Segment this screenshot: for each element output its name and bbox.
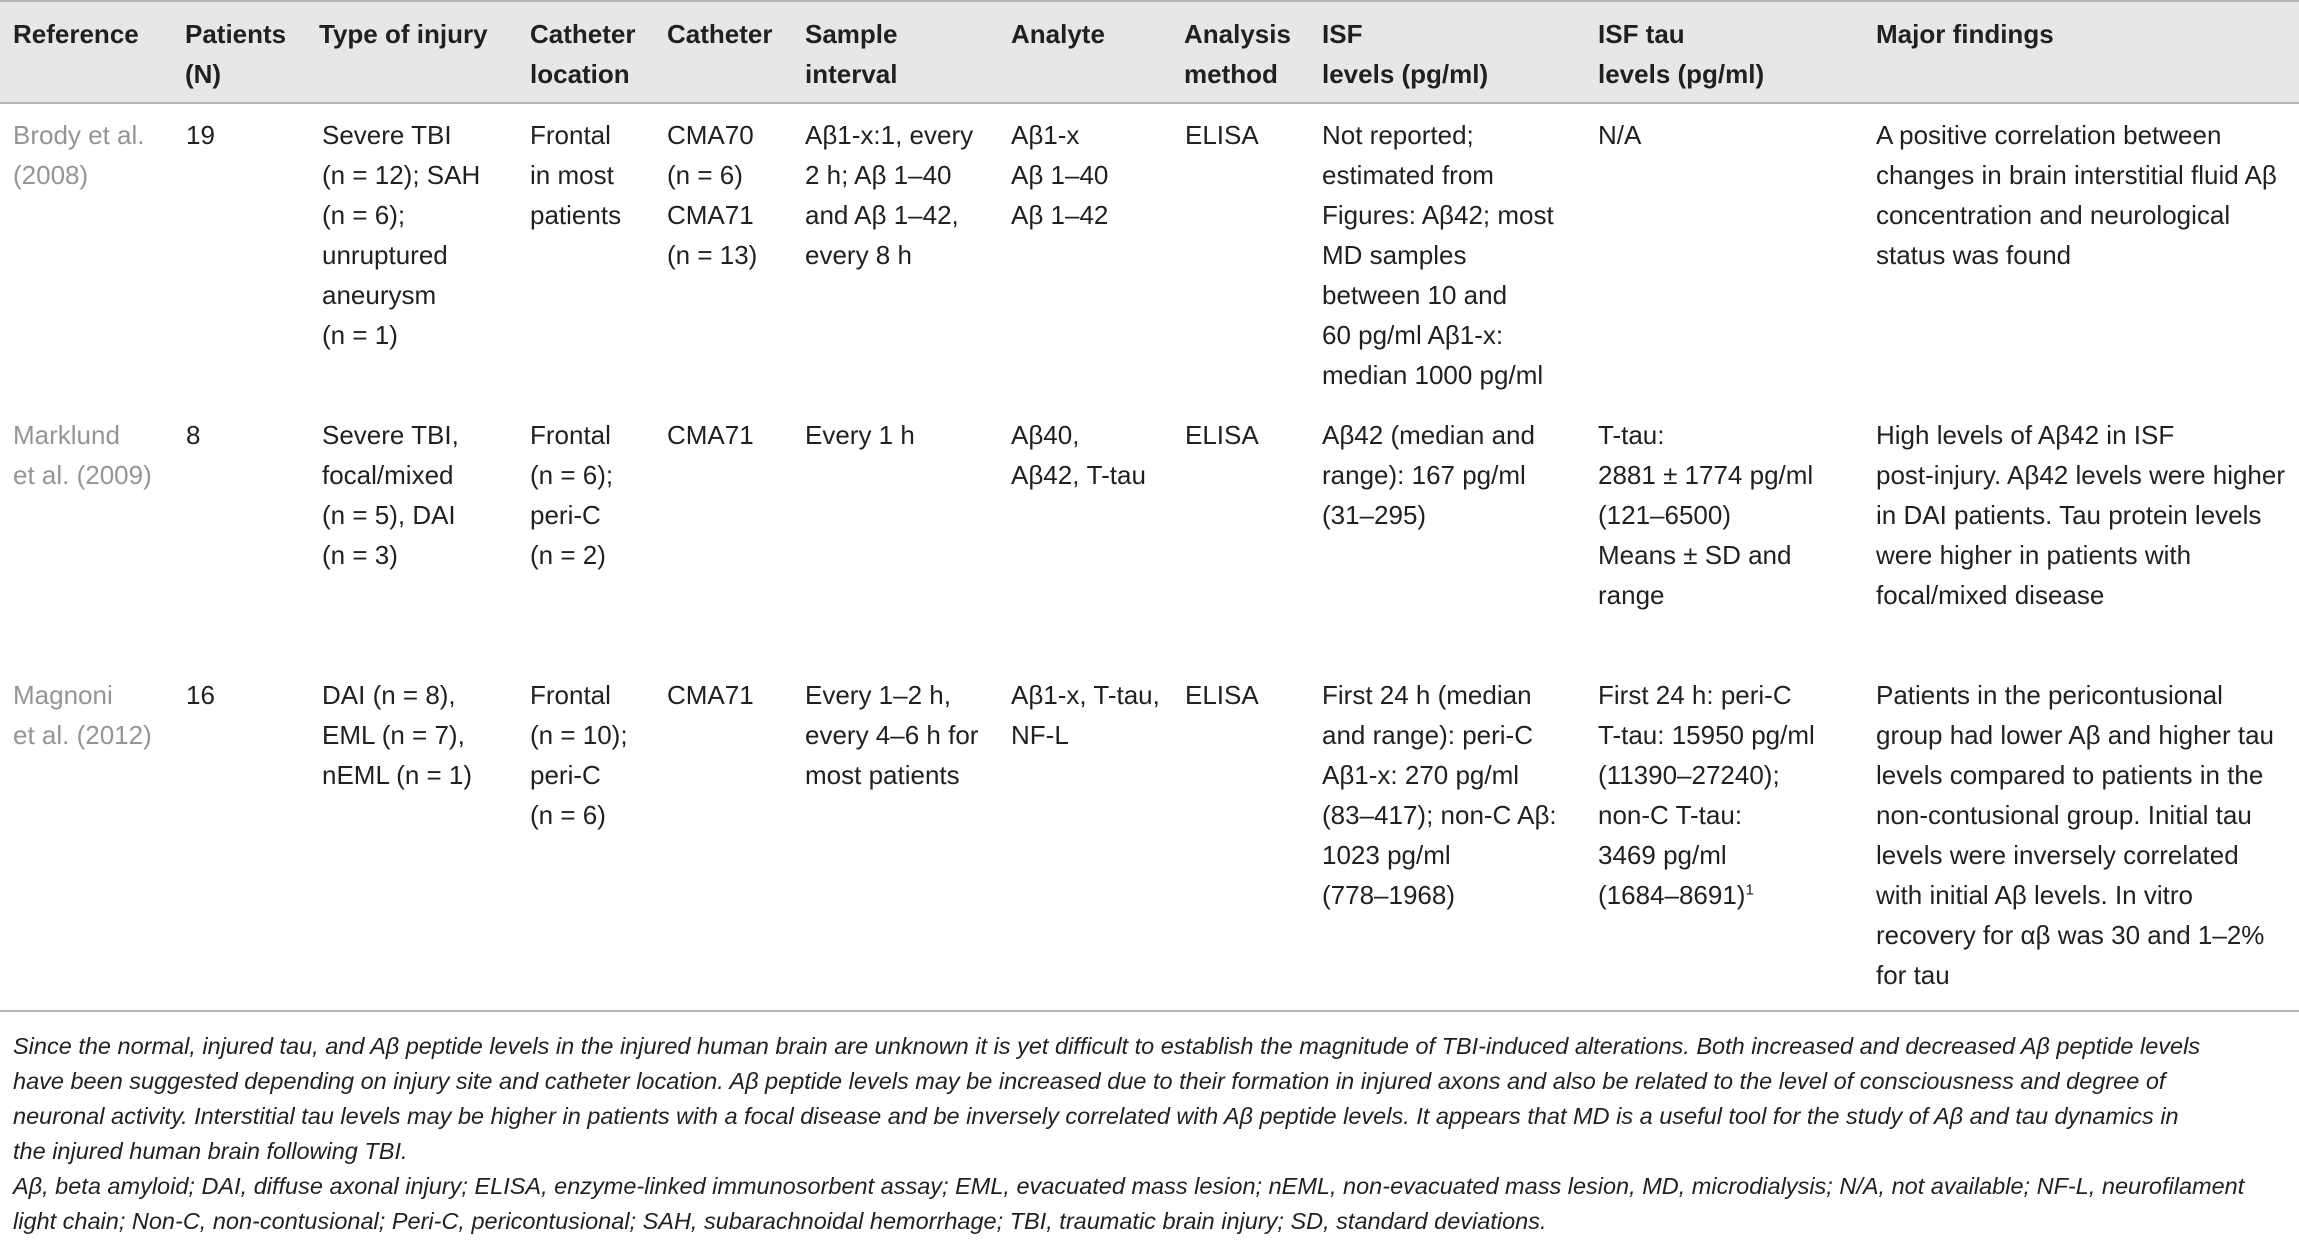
cell-line: peri-C xyxy=(530,500,601,530)
cell-analysis-method xyxy=(1185,115,1259,155)
cell-line: Aβ 1–40 xyxy=(1011,160,1109,190)
cell-line: NF-L xyxy=(1011,720,1069,750)
header-sample-interval xyxy=(805,14,898,94)
cell-line: post-injury. Aβ42 levels were higher xyxy=(1876,460,2286,490)
cell-catheter-location xyxy=(530,675,628,835)
cell-injury xyxy=(322,675,472,795)
cell-catheter xyxy=(667,115,757,275)
cell-line: Aβ1-x:1, every xyxy=(805,120,974,150)
header-catheter-location xyxy=(530,14,635,94)
cell-line: ISF xyxy=(1322,19,1363,49)
footnote-line: Aβ, beta amyloid; DAI, diffuse axonal injury; ELISA, enzyme-linked immunosorbent assay; EML, evacuated mass lesion; nEML, non-evacuated mass lesion, MD, microdialysis; N/A, not available; NF-L, neurofilament xyxy=(13,1173,2245,1199)
cell-line: High levels of Aβ42 in ISF xyxy=(1876,420,2175,450)
cell-line: focal/mixed disease xyxy=(1876,580,2105,610)
cell-line: Patients xyxy=(185,19,287,49)
cell-isf-levels xyxy=(1322,115,1554,395)
cell-line: Not reported; xyxy=(1322,120,1474,150)
header-isf-levels xyxy=(1322,14,1488,94)
cell-line: (n = 5), DAI xyxy=(322,500,456,530)
cell-line: N/A xyxy=(1598,120,1642,150)
footnote-line: the injured human brain following TBI. xyxy=(13,1138,408,1164)
cell-major-findings xyxy=(1876,415,2285,615)
cell-line: (n = 10); xyxy=(530,720,628,750)
cell-line: First 24 h (median xyxy=(1322,680,1532,710)
cell-line: A positive correlation between xyxy=(1876,120,2222,150)
cell-line: (n = 13) xyxy=(667,240,758,270)
cell-line: Every 1 h xyxy=(805,420,915,450)
cell-sample-interval xyxy=(805,415,915,455)
cell-line: interval xyxy=(805,59,898,89)
footnote-line: Since the normal, injured tau, and Aβ peptide levels in the injured human brain are unknown it is yet difficult to establish the magnitude of TBI-induced alterations. Both increased and decreased Aβ peptide levels xyxy=(13,1033,2201,1059)
cell-line: and Aβ 1–42, xyxy=(805,200,959,230)
cell-line: CMA71 xyxy=(667,420,754,450)
cell-line: MD samples xyxy=(1322,240,1467,270)
cell-line: Aβ42 (median and xyxy=(1322,420,1535,450)
cell-line: (n = 3) xyxy=(322,540,398,570)
footnote-line: neuronal activity. Interstitial tau levels may be higher in patients with a focal disease and be inversely correlated with Aβ peptide levels. It appears that MD is a useful tool for the study of Aβ and tau dynamics in xyxy=(13,1103,2179,1129)
cell-line: Reference xyxy=(13,19,139,49)
cell-line: 3469 pg/ml xyxy=(1598,840,1727,870)
cell-line: ELISA xyxy=(1185,120,1259,150)
cell-line: levels compared to patients in the xyxy=(1876,760,2264,790)
cell-line: Patients in the pericontusional xyxy=(1876,680,2223,710)
cell-line: (n = 6); xyxy=(322,200,406,230)
cell-patients xyxy=(186,415,200,455)
cell-line: Aβ1-x, T-tau, xyxy=(1011,680,1160,710)
cell-line: EML (n = 7), xyxy=(322,720,465,750)
cell-line: group had lower Aβ and higher tau xyxy=(1876,720,2275,750)
cell-line: Type of injury xyxy=(319,19,488,49)
cell-line: 1023 pg/ml xyxy=(1322,840,1451,870)
header-reference xyxy=(13,14,139,54)
header-rule xyxy=(0,102,2299,104)
cell-isf-levels xyxy=(1322,415,1535,535)
cell-line: 16 xyxy=(186,680,215,710)
cell-line: (n = 6) xyxy=(530,800,606,830)
cell-line: Major findings xyxy=(1876,19,2054,49)
cell-line: T-tau: xyxy=(1598,420,1665,450)
header-injury xyxy=(319,14,488,54)
cell-isf-tau-levels xyxy=(1598,415,1813,615)
cell-line: with initial Aβ levels. In vitro xyxy=(1876,880,2193,910)
footnote-line: light chain; Non-C, non-contusional; Peri-C, pericontusional; SAH, subarachnoidal hemorrhage; TBI, traumatic brain injury; SD, standard deviations. xyxy=(13,1208,1547,1234)
header-patients xyxy=(185,14,286,94)
cell-reference xyxy=(13,415,152,495)
cell-patients xyxy=(186,675,215,715)
cell-catheter xyxy=(667,675,754,715)
cell-line: 60 pg/ml Aβ1-x: xyxy=(1322,320,1504,350)
cell-line: (n = 6); xyxy=(530,460,614,490)
cell-line: First 24 h: peri-C xyxy=(1598,680,1792,710)
cell-line: focal/mixed xyxy=(322,460,454,490)
cell-line: T-tau: 15950 pg/ml xyxy=(1598,720,1815,750)
cell-line: (11390–27240); xyxy=(1598,760,1780,790)
cell-line: Aβ1-x xyxy=(1011,120,1080,150)
cell-line: (778–1968) xyxy=(1322,880,1455,910)
cell-sample-interval xyxy=(805,115,973,275)
cell-line: et al. (2012) xyxy=(13,720,152,750)
cell-line: peri-C xyxy=(530,760,601,790)
cell-line: (n = 12); SAH xyxy=(322,160,481,190)
cell-line: Catheter xyxy=(530,19,636,49)
cell-line: 8 xyxy=(186,420,201,450)
cell-line: non-contusional group. Initial tau xyxy=(1876,800,2252,830)
cell-line: (n = 6) xyxy=(667,160,743,190)
cell-line: were higher in patients with xyxy=(1876,540,2192,570)
cell-line: unruptured xyxy=(322,240,448,270)
cell-line: recovery for αβ was 30 and 1–2% xyxy=(1876,920,2265,950)
cell-isf-levels xyxy=(1322,675,1557,915)
cell-line: estimated from xyxy=(1322,160,1494,190)
cell-major-findings xyxy=(1876,115,2277,275)
cell-line: method xyxy=(1184,59,1278,89)
header-catheter xyxy=(667,14,772,54)
cell-isf-tau-levels xyxy=(1598,675,1815,915)
cell-line: (83–417); non-C Aβ: xyxy=(1322,800,1557,830)
cell-line: aneurysm xyxy=(322,280,437,310)
cell-line: median 1000 pg/ml xyxy=(1322,360,1544,390)
cell-patients xyxy=(186,115,215,155)
cell-line: CMA70 xyxy=(667,120,754,150)
cell-line: levels (pg/ml) xyxy=(1322,59,1489,89)
header-analyte xyxy=(1011,14,1105,54)
cell-line: status was found xyxy=(1876,240,2072,270)
cell-line: most patients xyxy=(805,760,960,790)
table-bottom-rule xyxy=(0,1010,2299,1012)
cell-analysis-method xyxy=(1185,415,1259,455)
cell-line: Marklund xyxy=(13,420,120,450)
cell-line: non-C T-tau: xyxy=(1598,800,1743,830)
cell-line: (1684–8691)$^1$ xyxy=(1598,880,1754,910)
cell-line: (31–295) xyxy=(1322,500,1427,530)
cell-line: Aβ40, xyxy=(1011,420,1080,450)
cell-line: Frontal xyxy=(530,680,611,710)
cell-line: ELISA xyxy=(1185,680,1259,710)
table-top-rule xyxy=(0,0,2299,2)
header-major-findings xyxy=(1876,14,2054,54)
cell-line: 19 xyxy=(186,120,215,150)
cell-line: (N) xyxy=(185,59,222,89)
cell-line: levels (pg/ml) xyxy=(1598,59,1765,89)
cell-line: (121–6500) xyxy=(1598,500,1731,530)
footnote-line: have been suggested depending on injury site and catheter location. Aβ peptide levels may be increased due to their formation in injured axons and also be related to the level of consciousness and degree of xyxy=(13,1068,2166,1094)
cell-injury xyxy=(322,115,480,355)
cell-line: Frontal xyxy=(530,120,611,150)
cell-line: (n = 1) xyxy=(322,320,398,350)
cell-line: Severe TBI, xyxy=(322,420,459,450)
header-isf-tau-levels xyxy=(1598,14,1764,94)
cell-line: Aβ1-x: 270 pg/ml xyxy=(1322,760,1520,790)
header-analysis-method xyxy=(1184,14,1291,94)
cell-catheter xyxy=(667,415,754,455)
cell-line: concentration and neurological xyxy=(1876,200,2231,230)
cell-line: CMA71 xyxy=(667,200,754,230)
cell-line: Analyte xyxy=(1011,19,1105,49)
cell-line: Every 1–2 h, xyxy=(805,680,951,710)
cell-line: nEML (n = 1) xyxy=(322,760,473,790)
cell-line: 2881 ± 1774 pg/ml xyxy=(1598,460,1814,490)
cell-line: Frontal xyxy=(530,420,611,450)
cell-line: et al. (2009) xyxy=(13,460,152,490)
cell-catheter-location xyxy=(530,115,621,235)
cell-line: (2008) xyxy=(13,160,89,190)
cell-line: Aβ 1–42 xyxy=(1011,200,1109,230)
cell-line: between 10 and xyxy=(1322,280,1508,310)
cell-injury xyxy=(322,415,459,575)
cell-analyte xyxy=(1011,415,1146,495)
footnote-marker: 1 xyxy=(1745,881,1754,899)
cell-line: levels were inversely correlated xyxy=(1876,840,2239,870)
cell-catheter-location xyxy=(530,415,613,575)
cell-line: every 4–6 h for xyxy=(805,720,979,750)
cell-line: range): 167 pg/ml xyxy=(1322,460,1526,490)
cell-line: Aβ42, T-tau xyxy=(1011,460,1146,490)
cell-isf-tau-levels xyxy=(1598,115,1641,155)
cell-reference xyxy=(13,115,145,195)
cell-line: in most xyxy=(530,160,614,190)
cell-line: changes in brain interstitial fluid Aβ xyxy=(1876,160,2277,190)
cell-analyte xyxy=(1011,115,1108,235)
cell-reference xyxy=(13,675,152,755)
cell-line: patients xyxy=(530,200,622,230)
cell-sample-interval xyxy=(805,675,978,795)
cell-line: Analysis xyxy=(1184,19,1291,49)
cell-major-findings xyxy=(1876,675,2274,995)
cell-line: Sample xyxy=(805,19,898,49)
cell-line: (n = 2) xyxy=(530,540,606,570)
cell-line: Magnoni xyxy=(13,680,113,710)
cell-line: Figures: Aβ42; most xyxy=(1322,200,1554,230)
cell-line: and range): peri-C xyxy=(1322,720,1533,750)
cell-line: range xyxy=(1598,580,1665,610)
cell-line: Catheter xyxy=(667,19,773,49)
cell-analyte xyxy=(1011,675,1160,755)
table-footnote-abbreviations xyxy=(13,1169,2289,1239)
cell-line: every 8 h xyxy=(805,240,912,270)
cell-line: Means ± SD and xyxy=(1598,540,1792,570)
table-footnote-summary xyxy=(13,1029,2289,1169)
cell-line: Severe TBI xyxy=(322,120,452,150)
cell-line: for tau xyxy=(1876,960,1950,990)
cell-line: 2 h; Aβ 1–40 xyxy=(805,160,952,190)
cell-line: CMA71 xyxy=(667,680,754,710)
cell-line: DAI (n = 8), xyxy=(322,680,456,710)
cell-line: Brody et al. xyxy=(13,120,145,150)
cell-line: ELISA xyxy=(1185,420,1259,450)
cell-line: in DAI patients. Tau protein levels xyxy=(1876,500,2262,530)
cell-line: ISF tau xyxy=(1598,19,1685,49)
cell-analysis-method xyxy=(1185,675,1259,715)
cell-line: location xyxy=(530,59,630,89)
